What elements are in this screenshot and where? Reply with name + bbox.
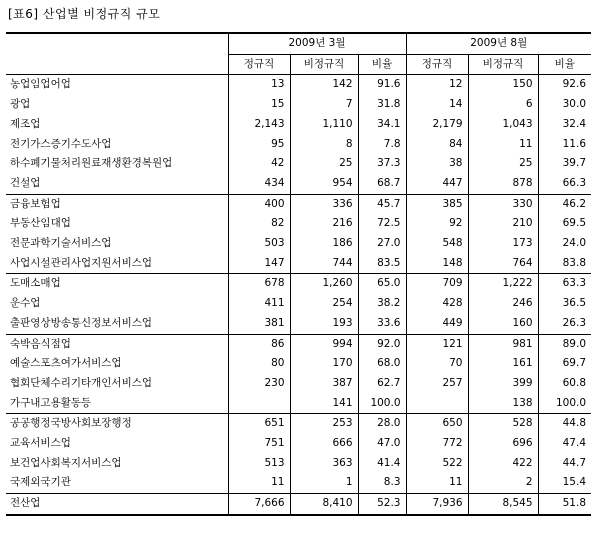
industry-name: 가구내고용활동등 (10, 396, 92, 409)
cell-regular-2009-03: 147 (228, 254, 290, 274)
cell-ratio-2009-08: 60.8 (538, 374, 591, 394)
period-header-2009-08: 2009년 8월 (406, 33, 591, 54)
table-row (6, 314, 591, 334)
header-blank-cell (6, 54, 228, 75)
cell-regular-2009-03: 381 (228, 314, 290, 334)
cell-regular-2009-03: 80 (228, 354, 290, 374)
cell-nonregular-2009-03: 954 (290, 174, 358, 194)
cell-ratio-2009-08: 32.4 (538, 115, 591, 135)
cell-regular-2009-03: 7,666 (228, 494, 290, 515)
cell-nonregular-2009-03: 1,110 (290, 115, 358, 135)
table-row (6, 115, 591, 135)
cell-ratio-2009-03: 27.0 (358, 234, 406, 254)
table-row (6, 473, 591, 493)
cell-ratio-2009-08: 92.6 (538, 75, 591, 95)
cell-nonregular-2009-03: 25 (290, 154, 358, 174)
industry-name: 사업시설관리사업지원서비스업 (10, 256, 153, 269)
cell-nonregular-2009-03: 7 (290, 95, 358, 115)
cell-nonregular-2009-08: 878 (468, 174, 538, 194)
cell-ratio-2009-03: 31.8 (358, 95, 406, 115)
cell-regular-2009-08: 548 (406, 234, 468, 254)
cell-ratio-2009-08: 44.7 (538, 454, 591, 474)
cell-nonregular-2009-03: 8 (290, 135, 358, 155)
cell-regular-2009-03: 86 (228, 334, 290, 354)
cell-ratio-2009-03: 72.5 (358, 214, 406, 234)
cell-regular-2009-08: 38 (406, 154, 468, 174)
cell-regular-2009-08: 385 (406, 194, 468, 214)
industry-name: 광업 (10, 98, 31, 111)
cell-regular-2009-08: 650 (406, 414, 468, 434)
industry-name: 숙박음식점업 (6, 334, 228, 354)
table-row (6, 494, 591, 515)
industry-name: 예술스포츠여가서비스업 (10, 357, 122, 370)
cell-ratio-2009-08: 47.4 (538, 434, 591, 454)
cell-regular-2009-03: 651 (228, 414, 290, 434)
cell-regular-2009-03: 513 (228, 454, 290, 474)
table-row (6, 434, 591, 454)
industry-name: 보건업사회복지서비스업 (10, 456, 122, 469)
table-row (6, 174, 591, 194)
cell-nonregular-2009-08: 25 (468, 154, 538, 174)
cell-ratio-2009-03: 7.8 (358, 135, 406, 155)
cell-regular-2009-03: 400 (228, 194, 290, 214)
industry-nonregular-table (6, 32, 591, 516)
period-header-2009-03: 2009년 3월 (228, 33, 406, 54)
cell-ratio-2009-03: 8.3 (358, 473, 406, 493)
industry-name: 전기가스증기수도사업 (10, 137, 112, 150)
cell-ratio-2009-03: 62.7 (358, 374, 406, 394)
header-row-subcolumns (6, 54, 591, 75)
cell-ratio-2009-08: 51.8 (538, 494, 591, 515)
industry-name: 제조업 (10, 117, 41, 130)
table-row (6, 394, 591, 414)
table-row (6, 154, 591, 174)
cell-nonregular-2009-08: 161 (468, 354, 538, 374)
cell-regular-2009-03: 2,143 (228, 115, 290, 135)
table-row (6, 374, 591, 394)
cell-regular-2009-08: 148 (406, 254, 468, 274)
cell-ratio-2009-03: 100.0 (358, 394, 406, 414)
cell-ratio-2009-03: 28.0 (358, 414, 406, 434)
cell-ratio-2009-08: 39.7 (538, 154, 591, 174)
cell-nonregular-2009-03: 666 (290, 434, 358, 454)
cell-regular-2009-08: 7,936 (406, 494, 468, 515)
cell-nonregular-2009-08: 399 (468, 374, 538, 394)
industry-name: 운수업 (10, 297, 41, 310)
cell-ratio-2009-03: 41.4 (358, 454, 406, 474)
cell-ratio-2009-03: 47.0 (358, 434, 406, 454)
cell-nonregular-2009-03: 186 (290, 234, 358, 254)
table-row (6, 234, 591, 254)
cell-nonregular-2009-03: 1 (290, 473, 358, 493)
subcol-nonregular: 비정규직 (290, 54, 358, 75)
table-row (6, 95, 591, 115)
cell-regular-2009-03: 678 (228, 274, 290, 294)
cell-ratio-2009-08: 26.3 (538, 314, 591, 334)
industry-name: 국제외국기관 (10, 476, 71, 489)
cell-nonregular-2009-03: 193 (290, 314, 358, 334)
cell-regular-2009-08: 12 (406, 75, 468, 95)
industry-name: 금융보험업 (6, 194, 228, 214)
industry-name: 전산업 (6, 494, 228, 515)
cell-nonregular-2009-03: 216 (290, 214, 358, 234)
cell-ratio-2009-03: 52.3 (358, 494, 406, 515)
cell-ratio-2009-08: 36.5 (538, 294, 591, 314)
industry-name: 농업임업어업 (10, 78, 71, 91)
cell-regular-2009-08: 14 (406, 95, 468, 115)
table-row (6, 334, 591, 354)
cell-ratio-2009-03: 34.1 (358, 115, 406, 135)
cell-nonregular-2009-08: 764 (468, 254, 538, 274)
cell-nonregular-2009-08: 6 (468, 95, 538, 115)
cell-nonregular-2009-08: 1,043 (468, 115, 538, 135)
cell-nonregular-2009-03: 8,410 (290, 494, 358, 515)
cell-nonregular-2009-03: 254 (290, 294, 358, 314)
cell-nonregular-2009-08: 1,222 (468, 274, 538, 294)
cell-ratio-2009-03: 37.3 (358, 154, 406, 174)
cell-nonregular-2009-08: 246 (468, 294, 538, 314)
cell-regular-2009-03: 15 (228, 95, 290, 115)
subcol-nonregular: 비정규직 (468, 54, 538, 75)
cell-ratio-2009-08: 89.0 (538, 334, 591, 354)
table-row (6, 214, 591, 234)
cell-nonregular-2009-08: 422 (468, 454, 538, 474)
cell-ratio-2009-03: 45.7 (358, 194, 406, 214)
cell-regular-2009-03: 503 (228, 234, 290, 254)
cell-regular-2009-08: 70 (406, 354, 468, 374)
header-blank-cell (6, 33, 228, 54)
cell-regular-2009-08: 121 (406, 334, 468, 354)
table-row (6, 354, 591, 374)
cell-ratio-2009-03: 91.6 (358, 75, 406, 95)
cell-regular-2009-08: 2,179 (406, 115, 468, 135)
industry-name: 공공행정국방사회보장행정 (6, 414, 228, 434)
cell-regular-2009-08: 428 (406, 294, 468, 314)
cell-ratio-2009-03: 65.0 (358, 274, 406, 294)
cell-nonregular-2009-08: 11 (468, 135, 538, 155)
cell-nonregular-2009-08: 210 (468, 214, 538, 234)
table-body (6, 75, 591, 515)
industry-name: 협회단체수리기타개인서비스업 (10, 376, 153, 389)
cell-regular-2009-03: 434 (228, 174, 290, 194)
cell-ratio-2009-08: 69.5 (538, 214, 591, 234)
subcol-regular: 정규직 (406, 54, 468, 75)
cell-ratio-2009-08: 83.8 (538, 254, 591, 274)
cell-ratio-2009-03: 68.7 (358, 174, 406, 194)
cell-nonregular-2009-08: 150 (468, 75, 538, 95)
table-row (6, 135, 591, 155)
cell-ratio-2009-08: 66.3 (538, 174, 591, 194)
subcol-ratio: 비율 (358, 54, 406, 75)
cell-nonregular-2009-03: 994 (290, 334, 358, 354)
table-row (6, 294, 591, 314)
header-row-periods (6, 33, 591, 54)
table-row (6, 75, 591, 95)
cell-nonregular-2009-03: 363 (290, 454, 358, 474)
industry-name: 교육서비스업 (10, 437, 71, 450)
cell-ratio-2009-08: 63.3 (538, 274, 591, 294)
table-row (6, 274, 591, 294)
cell-nonregular-2009-03: 253 (290, 414, 358, 434)
cell-regular-2009-08: 84 (406, 135, 468, 155)
table-caption: [표6] 산업별 비정규직 규모 (8, 7, 161, 21)
subcol-regular: 정규직 (228, 54, 290, 75)
cell-nonregular-2009-08: 696 (468, 434, 538, 454)
cell-ratio-2009-03: 33.6 (358, 314, 406, 334)
cell-regular-2009-03: 82 (228, 214, 290, 234)
cell-regular-2009-08: 772 (406, 434, 468, 454)
cell-nonregular-2009-03: 1,260 (290, 274, 358, 294)
cell-ratio-2009-08: 15.4 (538, 473, 591, 493)
cell-nonregular-2009-03: 141 (290, 394, 358, 414)
cell-regular-2009-03: 751 (228, 434, 290, 454)
industry-name: 부동산임대업 (10, 217, 71, 230)
cell-regular-2009-08: 11 (406, 473, 468, 493)
cell-nonregular-2009-03: 336 (290, 194, 358, 214)
cell-nonregular-2009-03: 170 (290, 354, 358, 374)
cell-nonregular-2009-08: 160 (468, 314, 538, 334)
table-row (6, 414, 591, 434)
cell-nonregular-2009-08: 8,545 (468, 494, 538, 515)
cell-nonregular-2009-08: 173 (468, 234, 538, 254)
industry-name: 하수폐기물처리원료재생환경복원업 (10, 157, 173, 170)
cell-ratio-2009-03: 92.0 (358, 334, 406, 354)
cell-ratio-2009-08: 11.6 (538, 135, 591, 155)
table-row (6, 454, 591, 474)
cell-ratio-2009-08: 69.7 (538, 354, 591, 374)
cell-regular-2009-08: 709 (406, 274, 468, 294)
cell-regular-2009-03: 411 (228, 294, 290, 314)
table-row (6, 194, 591, 214)
cell-nonregular-2009-08: 138 (468, 394, 538, 414)
cell-ratio-2009-08: 30.0 (538, 95, 591, 115)
cell-regular-2009-03: 13 (228, 75, 290, 95)
industry-name: 건설업 (10, 176, 41, 189)
cell-nonregular-2009-08: 981 (468, 334, 538, 354)
cell-nonregular-2009-08: 528 (468, 414, 538, 434)
cell-regular-2009-08 (406, 394, 468, 414)
cell-regular-2009-03: 42 (228, 154, 290, 174)
cell-regular-2009-08: 447 (406, 174, 468, 194)
cell-regular-2009-08: 92 (406, 214, 468, 234)
cell-ratio-2009-03: 68.0 (358, 354, 406, 374)
cell-ratio-2009-03: 38.2 (358, 294, 406, 314)
cell-regular-2009-03: 95 (228, 135, 290, 155)
subcol-ratio: 비율 (538, 54, 591, 75)
cell-ratio-2009-03: 83.5 (358, 254, 406, 274)
cell-ratio-2009-08: 24.0 (538, 234, 591, 254)
cell-nonregular-2009-03: 744 (290, 254, 358, 274)
cell-regular-2009-08: 522 (406, 454, 468, 474)
cell-nonregular-2009-03: 142 (290, 75, 358, 95)
cell-nonregular-2009-08: 330 (468, 194, 538, 214)
industry-name: 출판영상방송통신정보서비스업 (10, 316, 153, 329)
cell-regular-2009-08: 257 (406, 374, 468, 394)
cell-ratio-2009-08: 100.0 (538, 394, 591, 414)
industry-name: 도매소매업 (6, 274, 228, 294)
cell-nonregular-2009-03: 387 (290, 374, 358, 394)
cell-ratio-2009-08: 44.8 (538, 414, 591, 434)
cell-regular-2009-03: 230 (228, 374, 290, 394)
cell-regular-2009-08: 449 (406, 314, 468, 334)
cell-ratio-2009-08: 46.2 (538, 194, 591, 214)
industry-name: 전문과학기술서비스업 (10, 237, 112, 250)
cell-nonregular-2009-08: 2 (468, 473, 538, 493)
table-row (6, 254, 591, 274)
cell-regular-2009-03: 11 (228, 473, 290, 493)
cell-regular-2009-03 (228, 394, 290, 414)
